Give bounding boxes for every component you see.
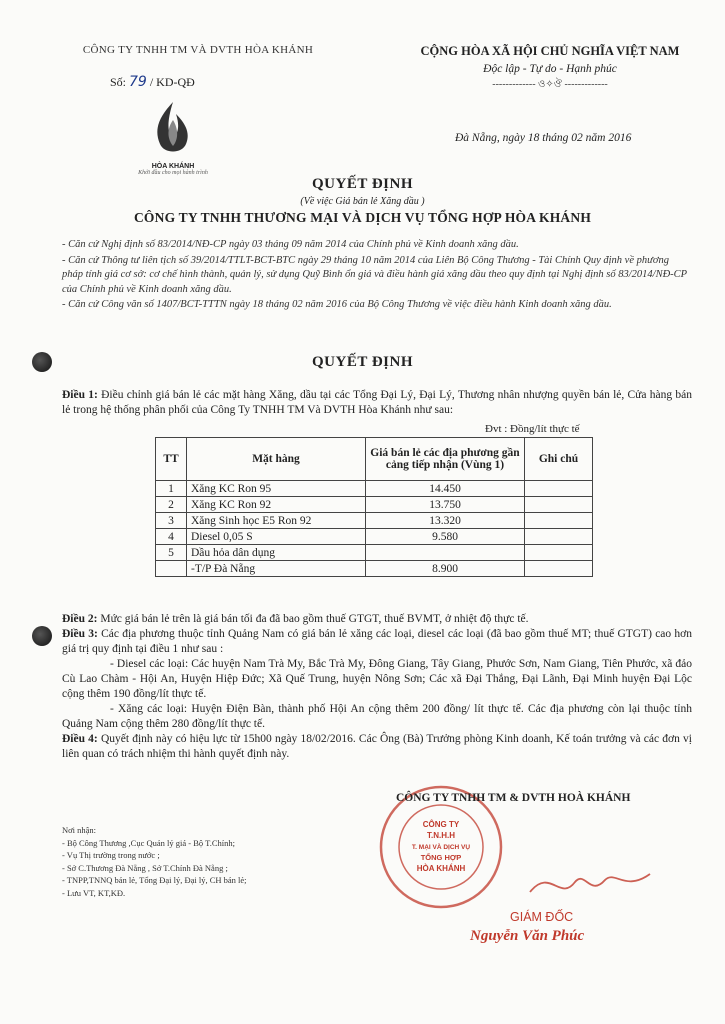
article-2: [62, 612, 692, 627]
basis-item: - Căn cứ Nghị định số 83/2014/NĐ-CP ngày 03 tháng 09 năm 2014 của Chính phủ về Kinh doanh xăng dầu.: [62, 239, 519, 250]
table-row: [156, 545, 593, 561]
article-text: Các địa phương thuộc tỉnh Quảng Nam có giá bán lẻ xăng các loại, diesel các loại (đã bao gồm thuế MT; thuế GTGT) cao hơn giá trị quy định tại điều 1 như sau :: [62, 628, 692, 655]
seal-line: HÒA KHÁNH: [416, 864, 466, 873]
signer-company: CÔNG TY TNHH TM & DVTH HOÀ KHÁNH: [396, 792, 631, 804]
punch-hole: [32, 626, 52, 646]
row-price: 9.580: [366, 529, 525, 545]
article-1: [62, 388, 692, 418]
nation-name: CỘNG HÒA XÃ HỘI CHỦ NGHĨA VIỆT NAM: [420, 44, 680, 58]
number-suffix: / KD-QĐ: [149, 75, 195, 89]
article-4: [62, 732, 692, 762]
issuer-company-header: CÔNG TY TNHH TM VÀ DVTH HÒA KHÁNH: [82, 44, 314, 56]
table-row: [156, 529, 593, 545]
row-tt: 5: [156, 545, 187, 561]
row-item: -T/P Đà Nẵng: [187, 561, 366, 577]
recipient-item: - TNPP,TNNQ bán lẻ, Tổng Đại lý, Đại lý, CH bán lẻ;: [62, 875, 247, 885]
table-row: [156, 561, 593, 577]
issue-date: Đà Nẵng, ngày 18 tháng 02 năm 2016: [455, 132, 632, 144]
basis-item: - Căn cứ Công văn số 1407/BCT-TTTN ngày 18 tháng 02 năm 2016 của Bộ Công Thương về việc điều hành Kinh doanh xăng dầu.: [62, 299, 612, 310]
header-price: Giá bán lẻ các địa phương gần cảng tiếp nhận (Vùng 1): [366, 438, 525, 481]
issuer-full-name: CÔNG TY TNHH THƯƠNG MẠI VÀ DỊCH VỤ TỔNG HỢP HÒA KHÁNH: [133, 210, 592, 225]
row-price: [366, 545, 525, 561]
flame-logo-icon: [148, 100, 198, 158]
document-number: [110, 74, 195, 90]
article-text: Mức giá bán lẻ trên là giá bán tối đa đã bao gồm thuế GTGT, thuế BVMT, ở nhiệt độ thực tế.: [97, 613, 529, 625]
row-note: [525, 561, 593, 577]
article-label: Điều 1:: [62, 389, 98, 401]
header-tt: TT: [156, 438, 187, 481]
recipients-label: Nơi nhận:: [62, 825, 97, 835]
row-note: [525, 481, 593, 497]
row-tt: [156, 561, 187, 577]
row-note: [525, 529, 593, 545]
national-header: [400, 44, 700, 94]
row-item: Xăng Sinh học E5 Ron 92: [187, 513, 366, 529]
row-item: Xăng KC Ron 92: [187, 497, 366, 513]
table-row: [156, 497, 593, 513]
row-tt: 2: [156, 497, 187, 513]
articles-2-to-4: [62, 612, 692, 762]
legal-basis: [62, 238, 692, 314]
row-price: 14.450: [366, 481, 525, 497]
handwritten-signature-icon: [520, 862, 660, 908]
row-price: 8.900: [366, 561, 525, 577]
document-title: QUYẾT ĐỊNH: [312, 176, 413, 192]
header-note: Ghi chú: [525, 438, 593, 481]
article-label: Điều 2:: [62, 613, 98, 625]
article-text: Quyết định này có hiệu lực từ 15h00 ngày 18/02/2016. Các Ông (Bà) Trưởng phòng Kinh doanh, Kế toán trưởng và các đơn vị liên quan có trách nhiệm thi hành quyết định này.: [62, 733, 692, 760]
header-ornament: ------------- ও✧ঔ -------------: [492, 79, 608, 90]
row-tt: 3: [156, 513, 187, 529]
seal-line: T.N.H.H: [427, 831, 455, 840]
article-3-diesel: - Diesel các loại: Các huyện Nam Trà My, Bắc Trà My, Đông Giang, Tây Giang, Phước Sơn, Nam Giang, Tiên Phước, xã đảo Cù Lao Chàm - Hội An, Huyện Hiệp Đức; Xã Quế Trung, huyện Nông Sơn; Các xã Đại Thắng, Đại Lãnh, Đại Minh huyện Đại Lộc cộng thêm 190 đồng/lít thực tế.: [62, 658, 692, 700]
article-3-xang: - Xăng các loại: Huyện Điện Bàn, thành phố Hội An cộng thêm 200 đồng/ lít thực tế. Các địa phương còn lại thuộc tỉnh Quảng Nam cộng thêm 280 đồng/lít thực tế.: [62, 703, 692, 730]
unit-note: Đvt : Đồng/lít thực tế: [485, 423, 580, 435]
article-3: [62, 627, 692, 657]
basis-item: - Căn cứ Thông tư liên tịch số 39/2014/TTLT-BCT-BTC ngày 29 tháng 10 năm 2014 của Liên Bộ Công Thương - Tài Chính Quy định về phương pháp tính giá cơ sở: cơ chế hình thành, quản lý, sử dụng Quỹ Bình ổn giá và điều hành giá xăng dầu theo quy định tại Nghị định số 83/2014/NĐ-CP của Chính phủ về Kinh doanh xăng dầu.: [62, 254, 687, 295]
recipient-item: - Lưu VT, KT,KĐ.: [62, 887, 126, 898]
recipient-item: - Bộ Công Thương ,Cục Quản lý giá - Bộ T.Chính;: [62, 837, 235, 848]
recipient-item: - Vụ Thị trường trong nước ;: [62, 850, 160, 860]
signer-name: Nguyễn Văn Phúc: [470, 928, 585, 944]
article-label: Điều 4:: [62, 733, 98, 745]
row-note: [525, 513, 593, 529]
logo-slogan: Khởi đầu cho mọi hành trình: [138, 170, 208, 176]
seal-line: T. MẠI VÀ DỊCH VỤ: [411, 844, 471, 851]
row-item: Diesel 0,05 S: [187, 529, 366, 545]
recipient-item: - Sở C.Thương Đà Nẵng , Sở T.Chính Đà Nẵng ;: [62, 862, 228, 873]
article-label: Điều 3:: [62, 628, 98, 640]
decision-title: QUYẾT ĐỊNH: [312, 354, 413, 370]
row-tt: 1: [156, 481, 187, 497]
seal-line: TỔNG HỢP: [420, 853, 462, 862]
row-price: 13.750: [366, 497, 525, 513]
number-label: Số:: [110, 75, 127, 89]
table-row: [156, 481, 593, 497]
header-item: Mặt hàng: [187, 438, 366, 481]
handwritten-number: 79: [129, 74, 147, 90]
seal-line: CÔNG TY: [422, 820, 460, 829]
article-text: Điều chỉnh giá bán lẻ các mặt hàng Xăng, dầu tại các Tổng Đại Lý, Đại Lý, Thương nhân nhượng quyền bán lẻ, Cửa hàng bán lẻ trong hệ thống phân phối của Công Ty TNHH TM Và DVTH Hòa Khánh như sau:: [62, 389, 692, 416]
signer-position: GIÁM ĐỐC: [510, 910, 574, 924]
table-header-row: [156, 438, 593, 481]
row-price: 13.320: [366, 513, 525, 529]
row-tt: 4: [156, 529, 187, 545]
price-table: [155, 437, 593, 577]
document-subtitle: (Về việc Giá bán lẻ Xăng dầu ): [300, 196, 425, 207]
row-note: [525, 545, 593, 561]
logo-name: HÒA KHÁNH: [151, 163, 195, 170]
row-item: Xăng KC Ron 95: [187, 481, 366, 497]
recipients-list: [62, 824, 362, 899]
row-item: Dầu hỏa dân dụng: [187, 545, 366, 561]
row-note: [525, 497, 593, 513]
national-motto: Độc lập - Tự do - Hạnh phúc: [483, 63, 617, 75]
company-logo: [138, 100, 208, 176]
table-row: [156, 513, 593, 529]
